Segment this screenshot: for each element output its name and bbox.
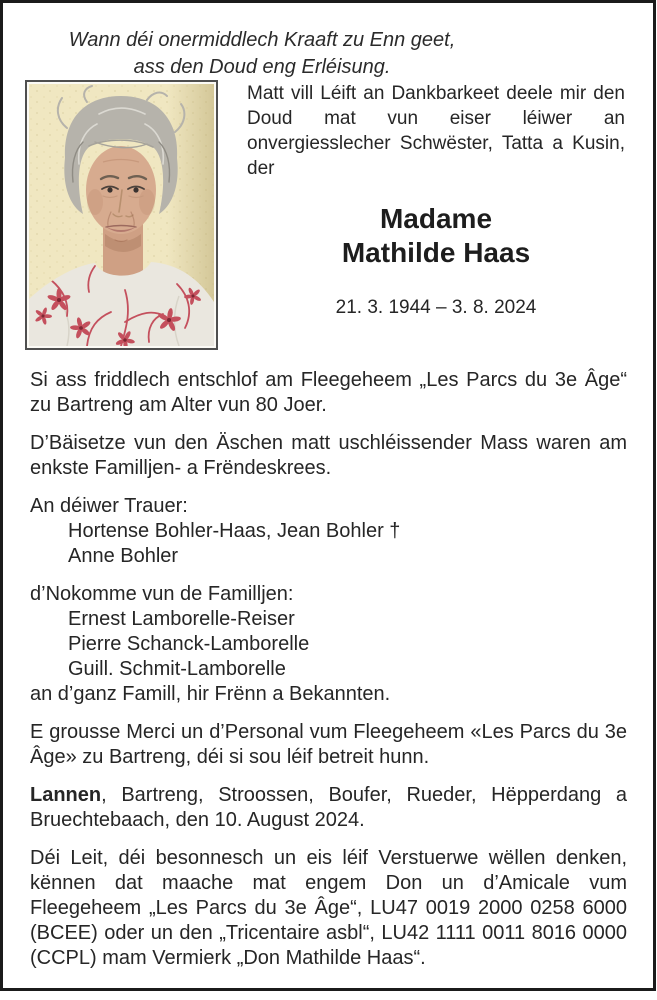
descendants-group — [30, 582, 627, 707]
descendant-name: Ernest Lamborelle-Reiser — [68, 608, 295, 630]
epigraph-line2: ass den Doud eng Erléisung. — [133, 56, 391, 78]
date-place-paragraph — [30, 783, 627, 833]
portrait-photo-svg — [29, 84, 214, 346]
epigraph-line1: Wann déi onermiddlech Kraaft zu Enn geet, — [68, 29, 456, 51]
descendant-name: Pierre Schanck-Lamborelle — [68, 633, 310, 655]
burial-paragraph: D’Bäisetze vun den Äschen matt uschléissender Mass waren am enkste Familljen- a Frëndeskrees. — [30, 432, 627, 479]
mourner-name: Anne Bohler — [68, 545, 179, 567]
epigraph — [3, 27, 521, 81]
deceased-name: Mathilde Haas — [341, 237, 531, 268]
place-name-bold: Lannen — [30, 784, 102, 806]
date-place-rest: , Bartreng, Stroossen, Boufer, Rueder, Hëpperdang a Bruechtebaach, den 10. August 2024. — [30, 784, 627, 831]
portrait-photo — [25, 80, 218, 350]
passing-paragraph: Si ass friddlech entschlof am Fleegeheem „Les Parcs du 3e Âge“ zu Bartreng am Alter vun 80 Joer. — [30, 369, 627, 416]
intro-paragraph: Matt vill Léift an Dankbarkeet deele mir den Doud mat vun eiser léiwer an onvergiesslecher Schwëster, Tatta a Kusin, der — [247, 83, 625, 179]
deceased-title: Madame — [379, 203, 493, 234]
mourner-name: Hortense Bohler-Haas, Jean Bohler † — [68, 520, 401, 542]
photo-face — [86, 146, 156, 234]
mourning-label: An déiwer Trauer: — [30, 495, 188, 517]
descendants-label: d’Nokomme vun de Familljen: — [30, 583, 294, 605]
descendant-name: Guill. Schmit-Lamborelle — [68, 658, 286, 680]
deceased-title-block — [247, 202, 625, 270]
obituary-body — [30, 368, 627, 984]
mourning-group — [30, 494, 627, 569]
family-line: an d’ganz Famill, hir Frënn a Bekannten. — [30, 683, 391, 705]
donation-paragraph: Déi Leit, déi besonnesch un eis léif Verstuerwe wëllen denken, kënnen dat maache mat engem Don un d’Amicale vum Fleegeheem „Les Parcs du 3e Âge“, LU47 0019 2000 0258 6000 (BCEE) oder un den „Tricentaire asbl“, LU42 1111 0011 8016 0000 (CCPL) mam Vermierk „Don Mathilde Haas“. — [30, 847, 627, 969]
life-dates: 21. 3. 1944 – 3. 8. 2024 — [335, 297, 537, 318]
thanks-paragraph: E grousse Merci un d’Personal vum Fleegeheem «Les Parcs du 3e Âge» zu Bartreng, déi si sou léif betreit hunn. — [30, 721, 627, 768]
